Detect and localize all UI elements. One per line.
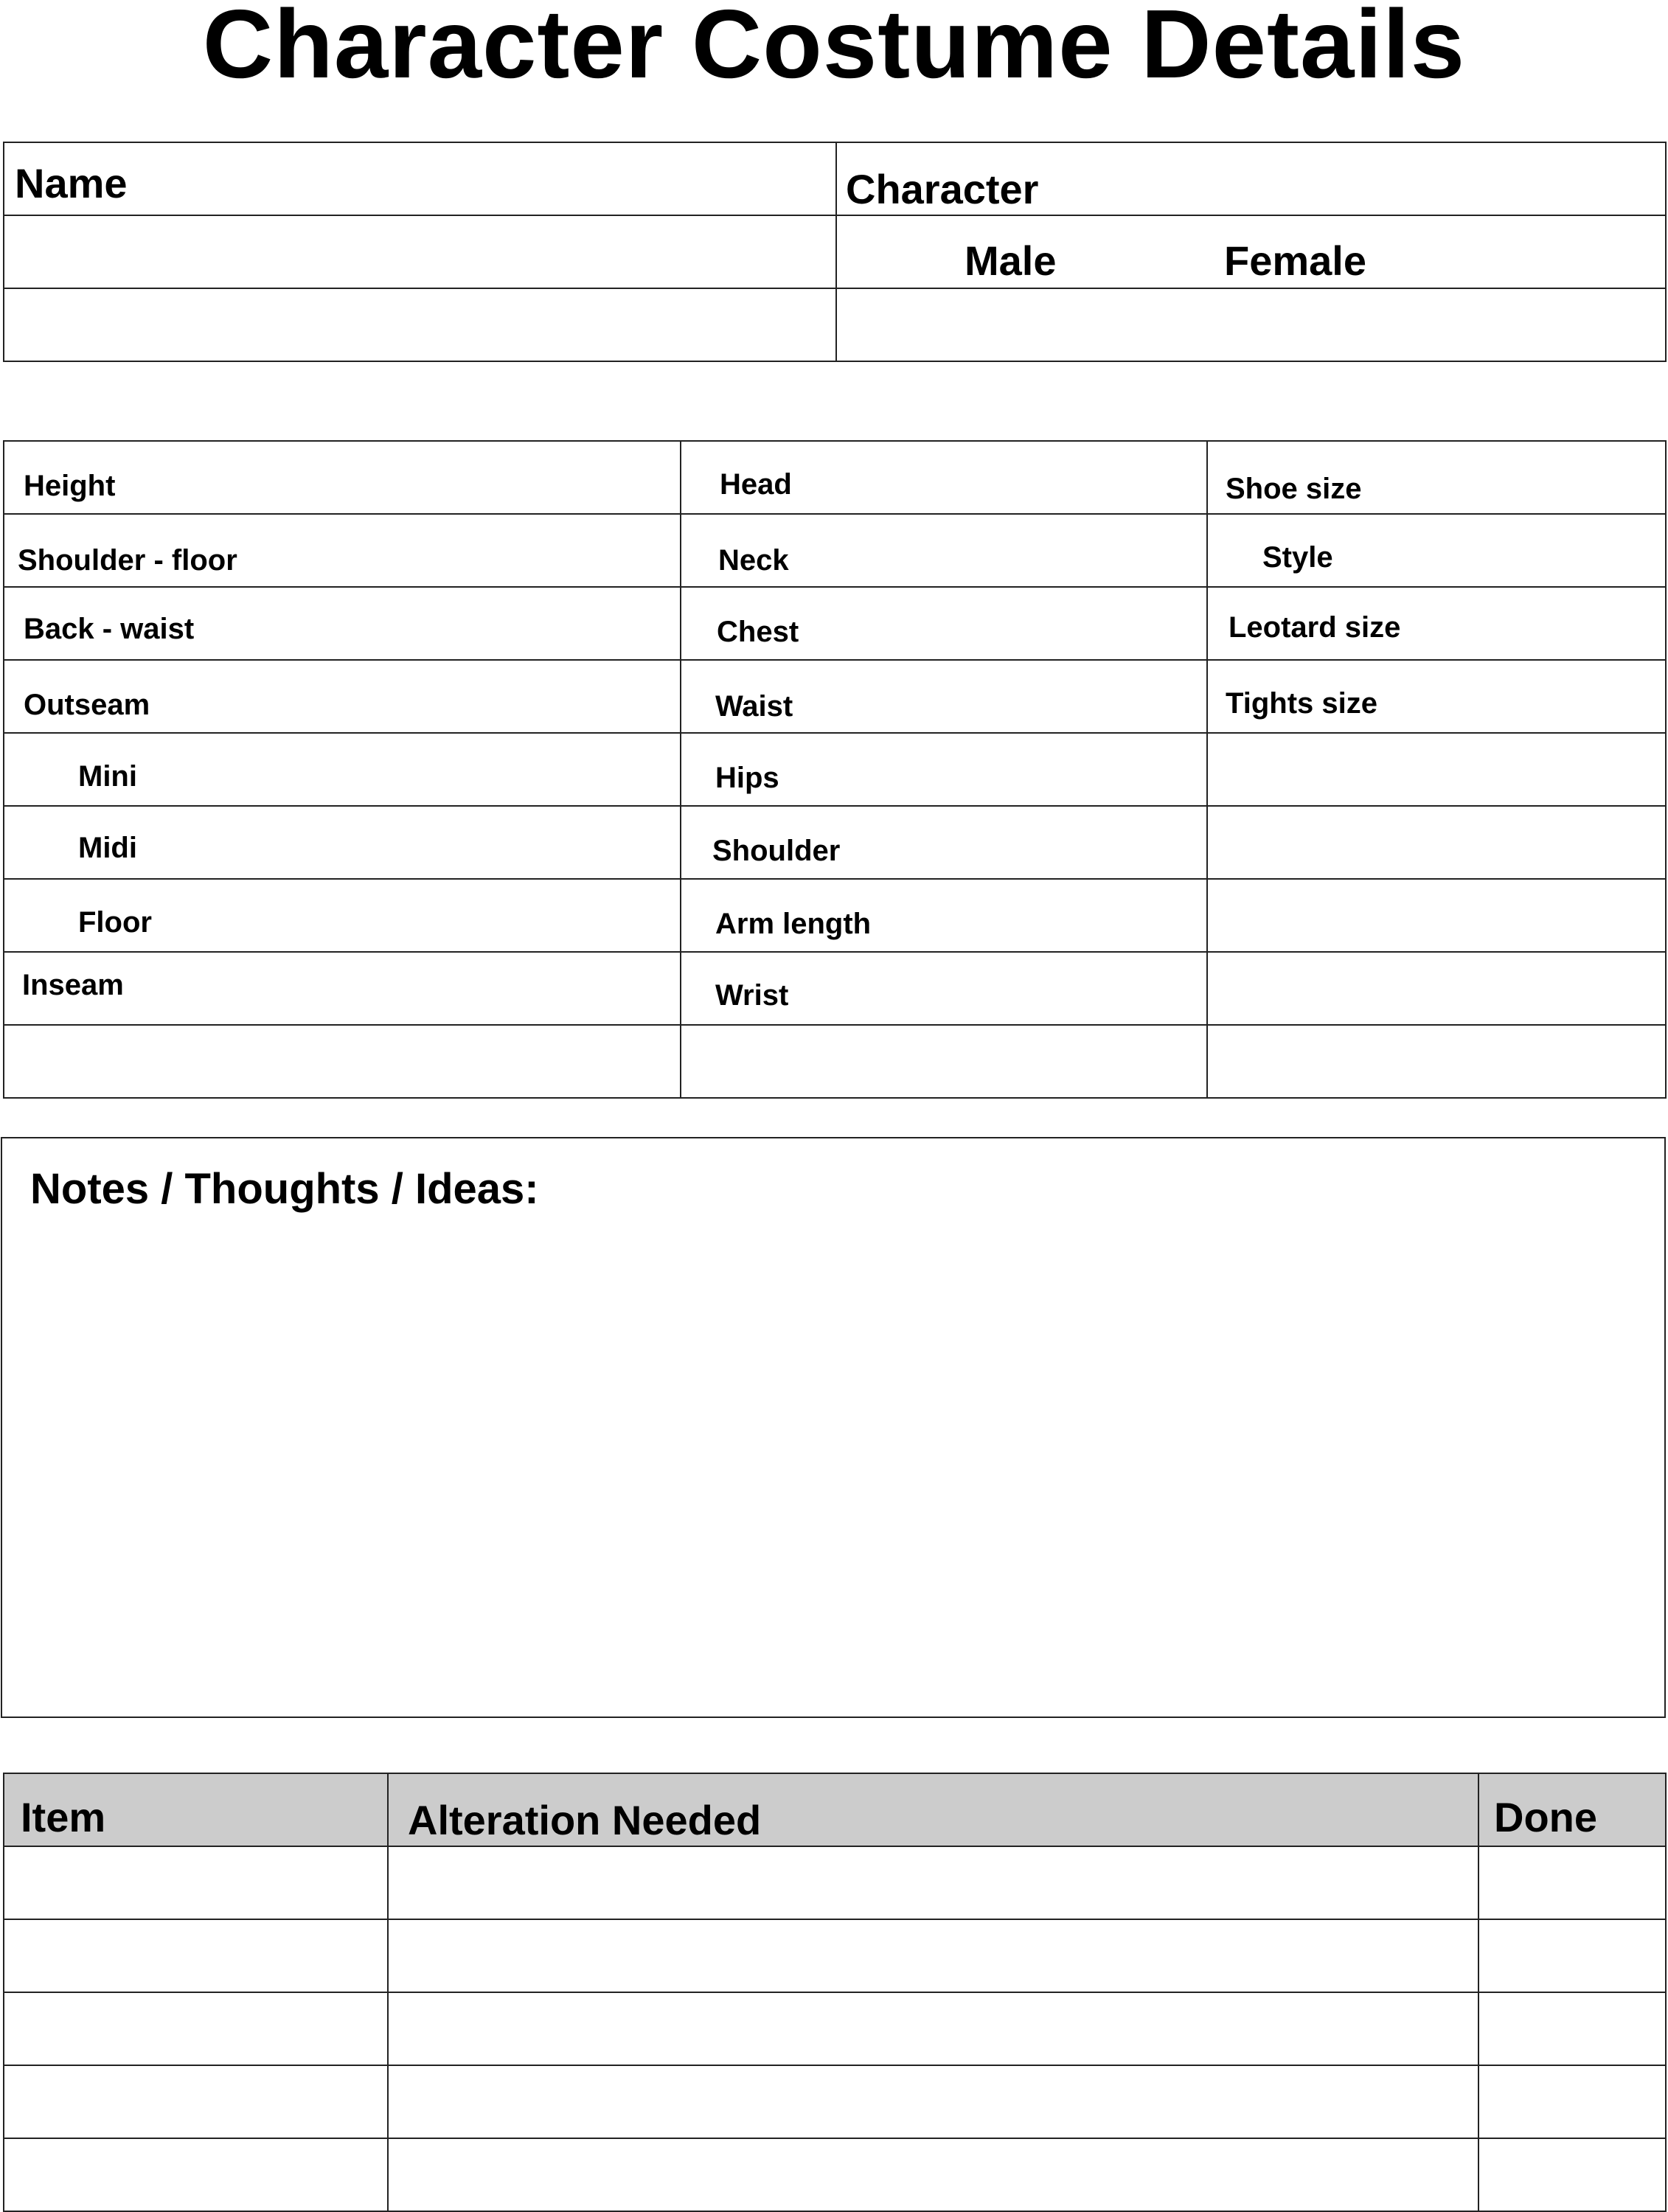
done-field[interactable] xyxy=(1478,1846,1666,1919)
measurement-cell[interactable] xyxy=(681,952,1207,1025)
gender-options-cell xyxy=(836,215,1666,288)
measurement-row xyxy=(4,879,1666,952)
done-header: Done xyxy=(1494,1794,1597,1840)
female-option[interactable]: Female xyxy=(1224,237,1366,284)
measurement-cell[interactable] xyxy=(1207,806,1666,879)
done-header-cell xyxy=(1478,1773,1666,1846)
done-field[interactable] xyxy=(1478,2138,1666,2211)
measurement-label: Wrist xyxy=(715,979,789,1012)
measurement-cell[interactable] xyxy=(681,1025,1207,1098)
measurement-label: Outseam xyxy=(24,689,150,721)
measurement-cell[interactable] xyxy=(681,660,1207,733)
alteration-row xyxy=(4,2065,1666,2138)
measurement-cell[interactable] xyxy=(1207,952,1666,1025)
measurement-cell[interactable] xyxy=(681,879,1207,952)
page-title: Character Costume Details xyxy=(202,0,1466,98)
item-field[interactable] xyxy=(4,2065,388,2138)
measurement-cell[interactable] xyxy=(681,514,1207,587)
alterations-table xyxy=(3,1773,1667,2212)
measurement-label: Arm length xyxy=(715,908,872,940)
measurement-cell[interactable] xyxy=(4,733,681,806)
measurement-row xyxy=(4,1025,1666,1098)
name-label: Name xyxy=(15,160,128,206)
alteration-field[interactable] xyxy=(388,2138,1478,2211)
measurement-label: Tights size xyxy=(1226,687,1377,720)
measurement-cell[interactable] xyxy=(681,441,1207,514)
item-header-cell xyxy=(4,1773,388,1846)
alteration-row xyxy=(4,1919,1666,1992)
measurement-cell[interactable] xyxy=(1207,441,1666,514)
character-label: Character xyxy=(846,166,1039,212)
measurement-cell[interactable] xyxy=(4,1025,681,1098)
measurement-row xyxy=(4,660,1666,733)
measurement-label: Shoulder xyxy=(712,835,841,867)
item-field[interactable] xyxy=(4,1846,388,1919)
measurement-label: Height xyxy=(24,470,116,502)
measurement-label: Chest xyxy=(717,616,799,648)
measurement-cell[interactable] xyxy=(4,952,681,1025)
measurements-table xyxy=(3,440,1667,1099)
alteration-field[interactable] xyxy=(388,1846,1478,1919)
measurement-label: Back - waist xyxy=(24,613,195,645)
male-option[interactable]: Male xyxy=(965,237,1057,284)
measurement-label: Hips xyxy=(715,762,779,794)
measurement-row xyxy=(4,514,1666,587)
measurement-row xyxy=(4,587,1666,660)
alteration-row xyxy=(4,1992,1666,2065)
measurement-cell[interactable] xyxy=(4,587,681,660)
measurement-cell[interactable] xyxy=(4,660,681,733)
alteration-row xyxy=(4,1846,1666,1919)
measurement-label: Shoe size xyxy=(1226,473,1362,505)
measurement-label: Midi xyxy=(78,832,137,864)
measurement-cell[interactable] xyxy=(4,806,681,879)
measurement-row xyxy=(4,806,1666,879)
measurement-label: Inseam xyxy=(22,969,124,1001)
measurement-row xyxy=(4,952,1666,1025)
measurement-cell[interactable] xyxy=(1207,660,1666,733)
measurement-label: Waist xyxy=(715,690,793,723)
measurement-cell[interactable] xyxy=(1207,879,1666,952)
measurement-cell[interactable] xyxy=(4,514,681,587)
done-field[interactable] xyxy=(1478,1919,1666,1992)
alteration-field[interactable] xyxy=(388,2065,1478,2138)
measurement-label: Floor xyxy=(78,906,152,939)
measurement-cell[interactable] xyxy=(681,587,1207,660)
measurement-label: Style xyxy=(1262,541,1333,574)
name-character-table xyxy=(3,142,1667,362)
done-field[interactable] xyxy=(1478,1992,1666,2065)
measurement-cell[interactable] xyxy=(1207,514,1666,587)
alteration-row xyxy=(4,2138,1666,2211)
measurement-cell[interactable] xyxy=(4,441,681,514)
measurement-row xyxy=(4,441,1666,514)
character-label-cell xyxy=(836,142,1666,215)
name-field-2[interactable] xyxy=(4,288,836,361)
measurement-cell[interactable] xyxy=(4,879,681,952)
measurement-label: Neck xyxy=(718,544,789,577)
measurement-cell[interactable] xyxy=(1207,733,1666,806)
alteration-header-cell xyxy=(388,1773,1478,1846)
character-field[interactable] xyxy=(836,288,1666,361)
item-header: Item xyxy=(21,1794,106,1840)
measurement-label: Head xyxy=(720,468,792,501)
measurement-row xyxy=(4,733,1666,806)
item-field[interactable] xyxy=(4,1992,388,2065)
measurement-label: Mini xyxy=(78,760,137,793)
alteration-field[interactable] xyxy=(388,1992,1478,2065)
done-field[interactable] xyxy=(1478,2065,1666,2138)
name-label-cell xyxy=(4,142,836,215)
measurement-cell[interactable] xyxy=(1207,587,1666,660)
notes-label: Notes / Thoughts / Ideas: xyxy=(30,1165,539,1213)
item-field[interactable] xyxy=(4,1919,388,1992)
notes-box[interactable] xyxy=(1,1137,1666,1718)
alteration-needed-header: Alteration Needed xyxy=(408,1797,762,1843)
alteration-field[interactable] xyxy=(388,1919,1478,1992)
measurement-label: Shoulder - floor xyxy=(18,544,237,577)
item-field[interactable] xyxy=(4,2138,388,2211)
measurement-label: Leotard size xyxy=(1229,611,1401,644)
measurement-cell[interactable] xyxy=(681,733,1207,806)
measurement-cell[interactable] xyxy=(1207,1025,1666,1098)
name-field[interactable] xyxy=(4,215,836,288)
measurement-cell[interactable] xyxy=(681,806,1207,879)
